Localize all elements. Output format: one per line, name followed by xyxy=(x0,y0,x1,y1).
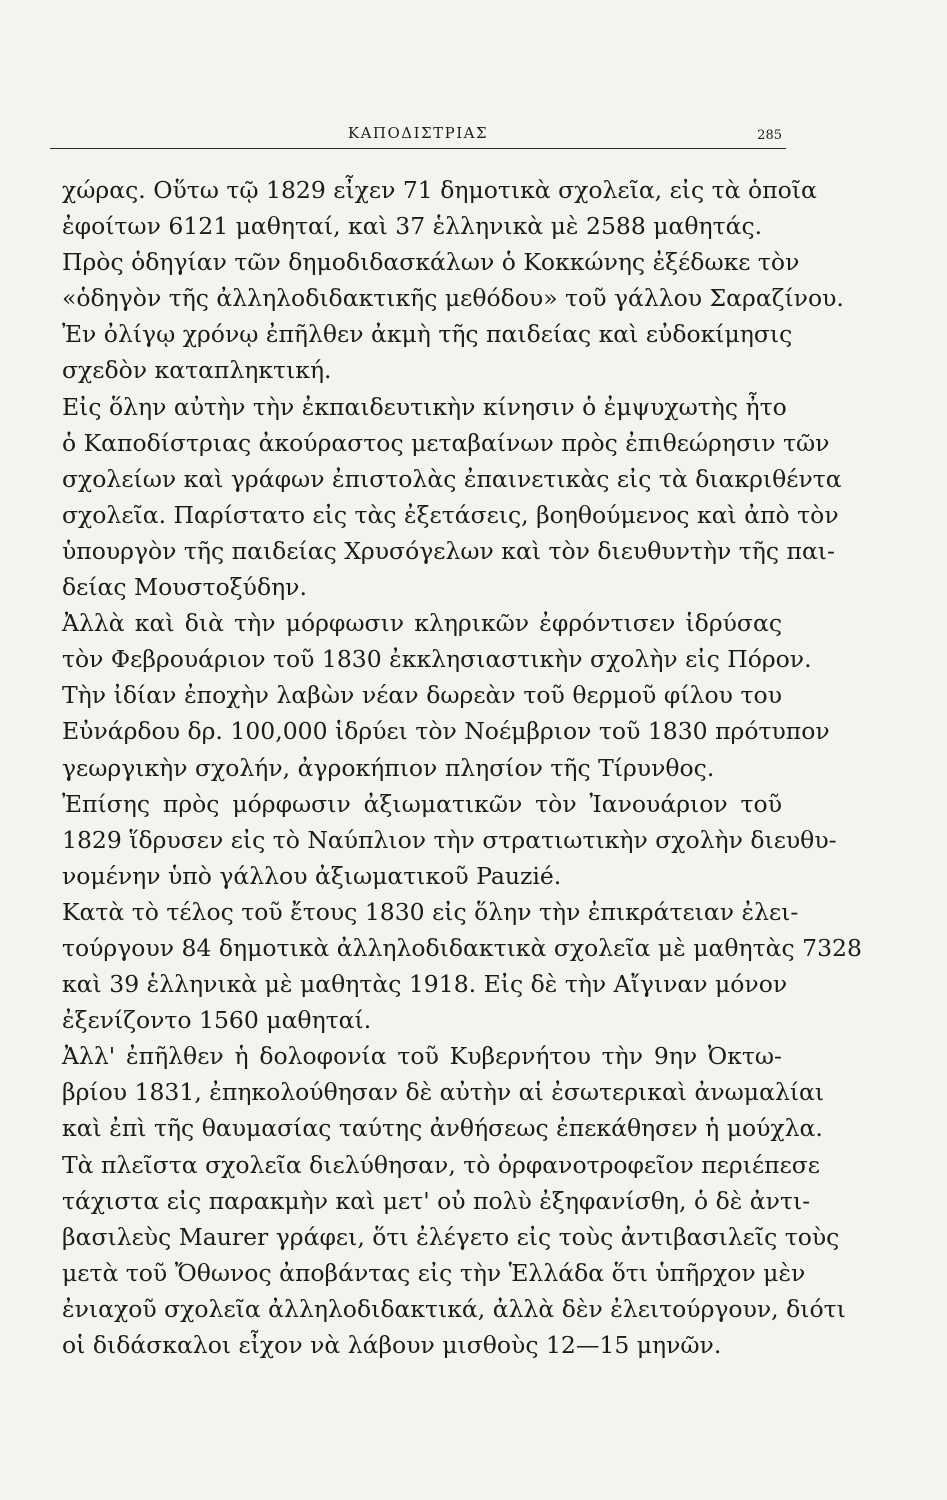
text-line: καὶ ἐπὶ τῆς θαυμασίας ταύτης ἀνθήσεως ἐπεκάθησεν ἡ μούχλα. xyxy=(62,1114,823,1143)
text-line: Πρὸς ὁδηγίαν τῶν δημοδιδασκάλων ὁ Κοκκώνης ἐξέδωκε τὸν xyxy=(62,248,800,277)
text-line: τούργουν 84 δημοτικὰ ἀλληλοδιδακτικὰ σχολεῖα μὲ μαθητὰς 7328 xyxy=(62,933,862,962)
text-line: τὸν Φεβρουάριον τοῦ 1830 ἐκκλησιαστικὴν σχολὴν εἰς Πόρον. xyxy=(62,645,812,674)
running-head xyxy=(50,122,786,149)
text-line: σχολείων καὶ γράφων ἐπιστολὰς ἐπαινετικὰς εἰς τὰ διακριθέντα xyxy=(62,464,842,493)
text-line: Τὴν ἰδίαν ἐποχὴν λαβὼν νέαν δωρεὰν τοῦ θερμοῦ φίλου του xyxy=(62,681,782,710)
text-line: καὶ 39 ἑλληνικὰ μὲ μαθητὰς 1918. Εἰς δὲ τὴν Αἴγιναν μόνον xyxy=(62,970,788,999)
text-line: οἱ διδάσκαλοι εἶχον νὰ λάβουν μισθοὺς 12—15 μηνῶν. xyxy=(62,1331,722,1359)
page-number: 285 xyxy=(757,128,782,143)
text-line: 1829 ἵδρυσεν εἰς τὸ Ναύπλιον τὴν στρατιωτικὴν σχολὴν διευθυ- xyxy=(62,825,837,854)
text-line: σχεδὸν καταπληκτική. xyxy=(62,356,332,385)
text-line: βρίου 1831, ἐπηκολούθησαν δὲ αὐτὴν αἱ ἐσωτερικαὶ ἀνωμαλίαι xyxy=(62,1078,825,1107)
body-text xyxy=(62,172,862,1363)
text-line: Εὐνάρδου δρ. 100,000 ἱδρύει τὸν Νοέμβριον τοῦ 1830 πρότυπον xyxy=(62,717,830,746)
text-line: Τὰ πλεῖστα σχολεῖα διελύθησαν, τὸ ὀρφανοτροφεῖον περιέπεσε xyxy=(62,1150,820,1179)
text-line: ὑπουργὸν τῆς παιδείας Χρυσόγελων καὶ τὸν διευθυντὴν τῆς παι- xyxy=(62,536,835,565)
text-line: Εἰς ὅλην αὐτὴν τὴν ἐκπαιδευτικὴν κίνησιν ὁ ἐμψυχωτὴς ἦτο xyxy=(62,392,787,421)
text-line: χώρας. Οὕτω τῷ 1829 εἶχεν 71 δημοτικὰ σχολεῖα, εἰς τὰ ὁποῖα xyxy=(62,176,817,204)
text-line: Ἀλλ' ἐπῆλθεν ἡ δολοφονία τοῦ Κυβερνήτου τὴν 9ην Ὀκτω- xyxy=(62,1042,782,1071)
text-line: σχολεῖα. Παρίστατο εἰς τὰς ἐξετάσεις, βοηθούμενος καὶ ἀπὸ τὸν xyxy=(62,500,839,529)
text-line: ἐξενίζοντο 1560 μαθηταί. xyxy=(62,1006,372,1035)
text-line: γεωργικὴν σχολήν, ἀγροκήπιον πλησίον τῆς Τίρυνθος. xyxy=(62,753,715,782)
text-line: Κατὰ τὸ τέλος τοῦ ἔτους 1830 εἰς ὅλην τὴν ἐπικράτειαν ἐλει- xyxy=(62,897,799,926)
text-line: Ἐπίσης πρὸς μόρφωσιν ἀξιωματικῶν τὸν Ἰανουάριον τοῦ xyxy=(62,789,782,818)
text-line: «ὁδηγὸν τῆς ἀλληλοδιδακτικῆς μεθόδου» τοῦ γάλλου Σαραζίνου. xyxy=(62,284,844,313)
text-line: ἐφοίτων 6121 μαθηταί, καὶ 37 ἑλληνικὰ μὲ 2588 μαθητάς. xyxy=(62,212,763,241)
text-line: ἐνιαχοῦ σχολεῖα ἀλληλοδιδακτικά, ἀλλὰ δὲν ἐλειτούργουν, διότι xyxy=(62,1294,846,1323)
text-line: βασιλεὺς Maurer γράφει, ὅτι ἐλέγετο εἰς τοὺς ἀντιβασιλεῖς τοὺς xyxy=(62,1222,840,1251)
text-line: ὁ Καποδίστριας ἀκούραστος μεταβαίνων πρὸς ἐπιθεώρησιν τῶν xyxy=(62,428,830,457)
text-line: Ἐν ὀλίγῳ χρόνῳ ἐπῆλθεν ἀκμὴ τῆς παιδείας καὶ εὐδοκίμησις xyxy=(62,320,793,349)
text-line: μετὰ τοῦ Ὄθωνος ἀποβάντας εἰς τὴν Ἑλλάδα ὅτι ὑπῆρχον μὲν xyxy=(62,1258,806,1287)
running-title: ΚΑΠΟΔΙΣΤΡΙΑΣ xyxy=(347,124,489,142)
text-line: νομένην ὑπὸ γάλλου ἀξιωματικοῦ Pauzié. xyxy=(62,861,562,890)
text-line: δείας Μουστοξύδην. xyxy=(62,573,307,602)
text-line: τάχιστα εἰς παρακμὴν καὶ μετ' οὐ πολὺ ἐξηφανίσθη, ὁ δὲ ἀντι- xyxy=(62,1186,811,1215)
text-line: Ἀλλὰ καὶ διὰ τὴν μόρφωσιν κληρικῶν ἐφρόντισεν ἱδρύσας xyxy=(62,609,782,638)
